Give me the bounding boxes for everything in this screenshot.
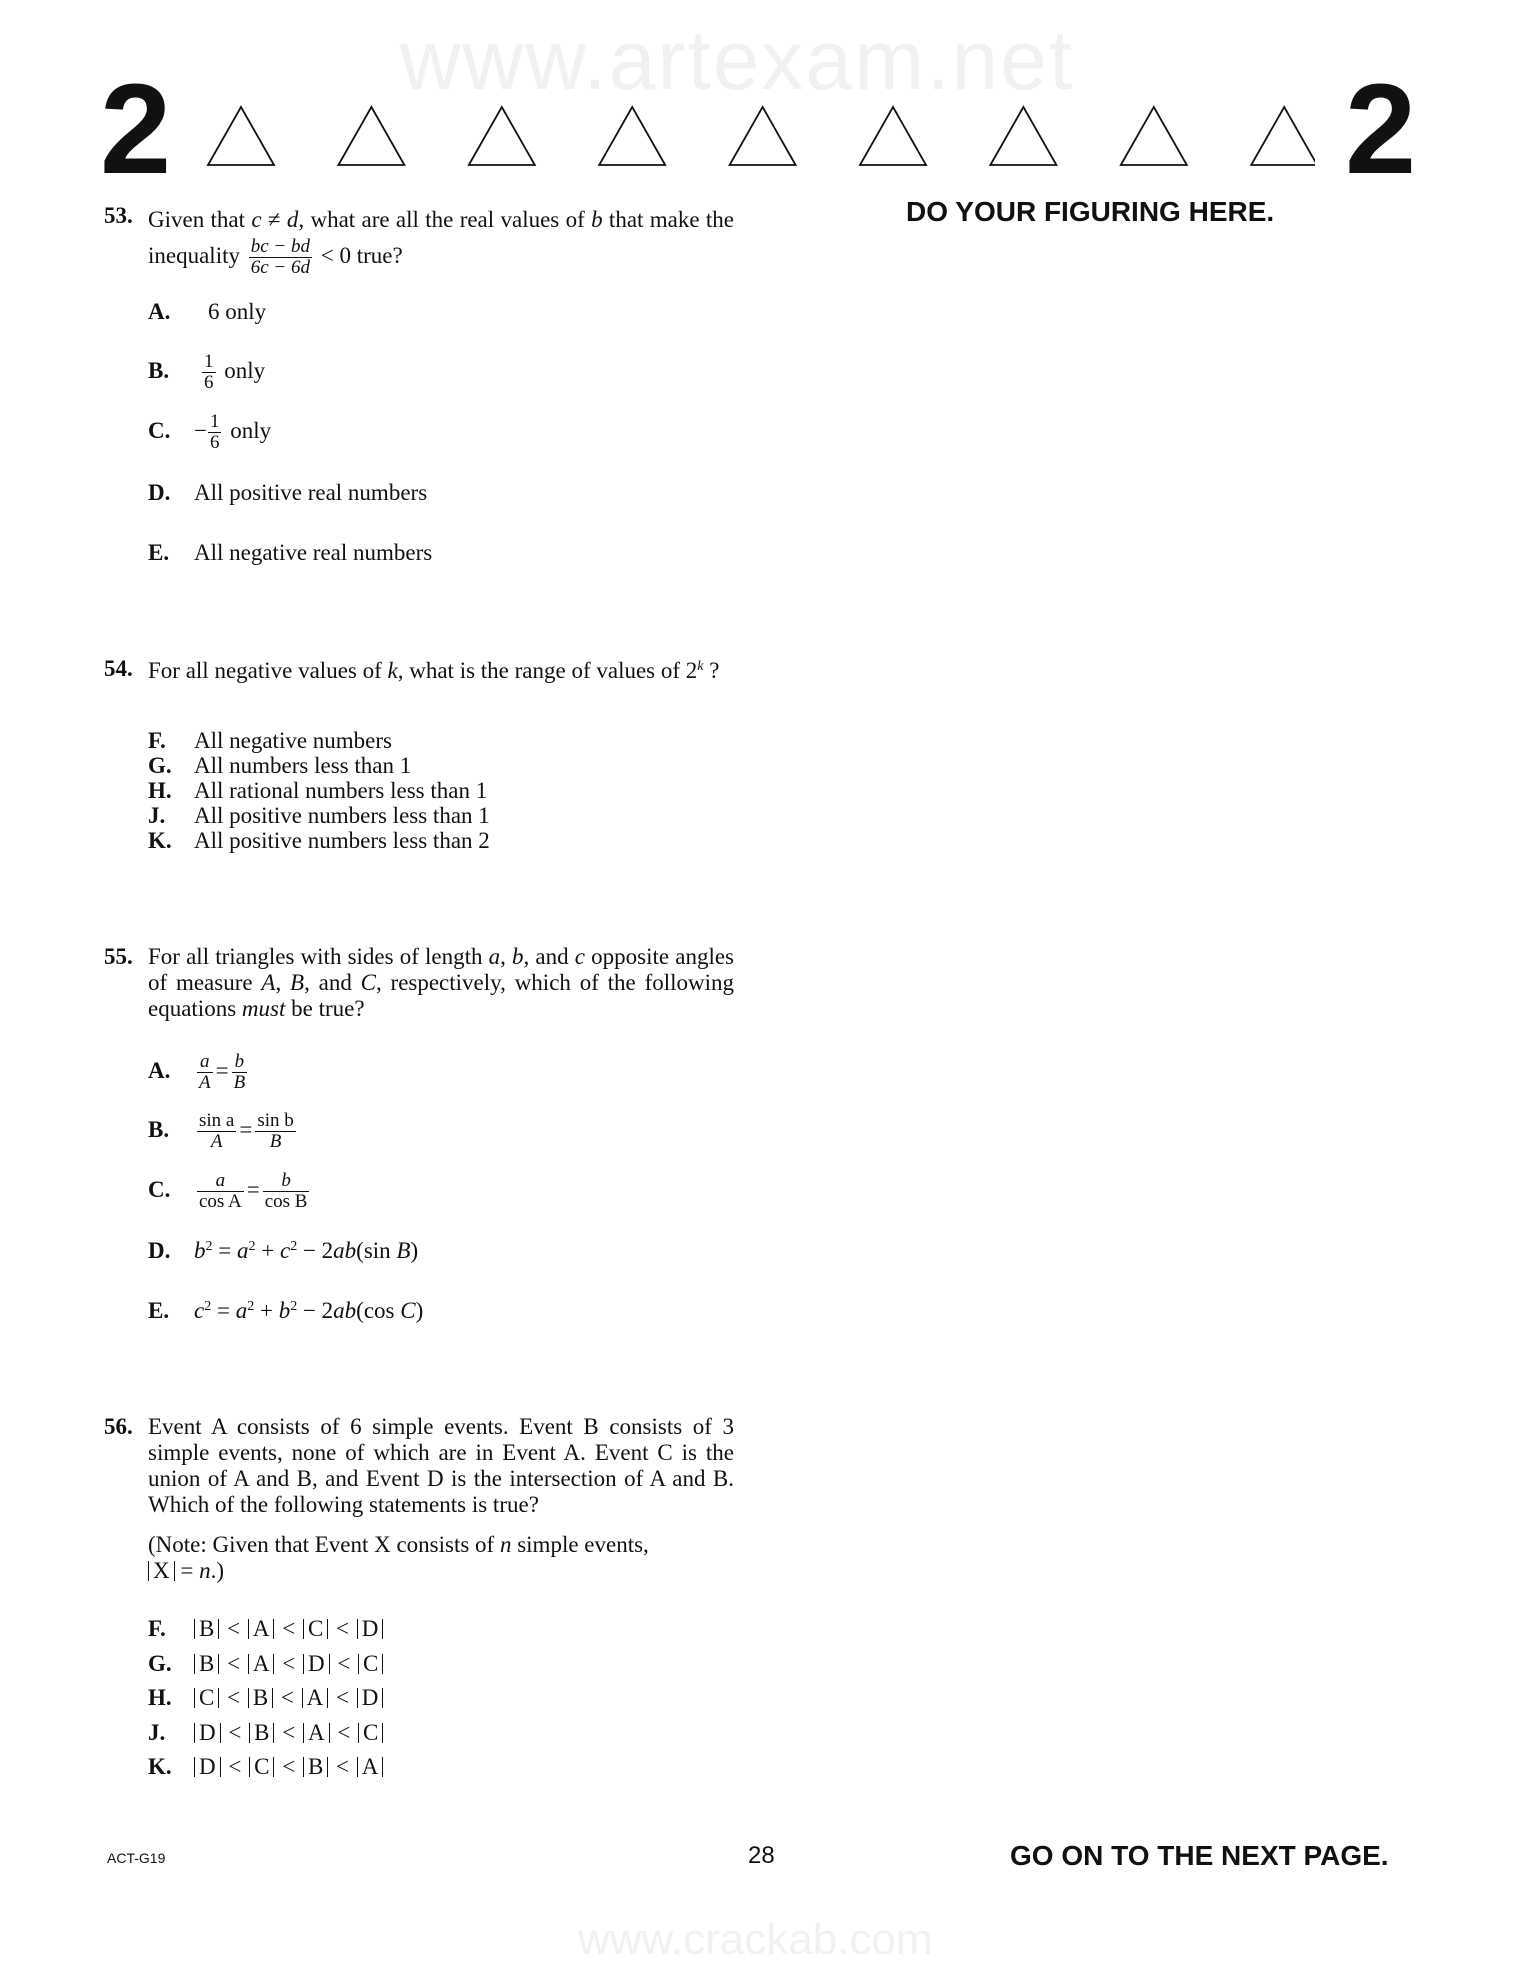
question-text: Given that c ≠ d, what are all the real values of b that make the inequality $\frac{bc - bd}{6c - 6d}$ < 0 true? (148, 207, 734, 278)
option-53-e[interactable]: E. All negative real numbers (148, 540, 433, 565)
question-note: (Note: Given that Event X consists of n simple events, X = n.) (148, 1532, 649, 1583)
triangle-icon (338, 107, 404, 165)
question-number: 56. (104, 1414, 133, 1439)
option-55-d[interactable]: D. $b^2 = a^2 + c^2 - 2ab(\sin$ B) (148, 1238, 419, 1263)
option-56-j[interactable]: J. D < B < A < C (148, 1720, 383, 1745)
option-53-c[interactable]: C. − $\frac{1}{6}$ only (148, 411, 272, 453)
option-54-f[interactable]: F. All negative numbers (148, 728, 393, 753)
question-55 (104, 944, 734, 1022)
question-56 (104, 1414, 734, 1584)
option-53-a[interactable]: A. 6 only (148, 299, 267, 324)
triangle-icon (208, 107, 274, 165)
question-54 (104, 656, 734, 685)
option-55-a[interactable]: A. $\frac{a}{A}$ = $\frac{b}{B}$ (148, 1051, 246, 1093)
option-53-d[interactable]: D. All positive real numbers (148, 480, 428, 505)
question-number: 54. (104, 656, 133, 681)
option-55-b[interactable]: B. $\frac{\text{sin a}}{A}$ = $\frac{\text{sin b}}{B}$ (148, 1110, 294, 1152)
question-text: Event A consists of 6 simple events. Event B consists of 3 simple events, none of which are in Event A. Event C is the union of A and B, and Event D is the intersection of A and B. Which of the following statements is true? (148, 1414, 734, 1517)
option-56-g[interactable]: G. B < A < D < C (148, 1651, 383, 1676)
question-text: For all triangles with sides of length a, b, and c opposite angles of measure A, B, and C, respectively, which of the following equations must be true? (148, 944, 735, 1021)
option-54-j[interactable]: J. All positive numbers less than 1 (148, 803, 490, 828)
figuring-label: DO YOUR FIGURING HERE. (906, 196, 1275, 227)
test-code: ACT-G19 (107, 1850, 166, 1866)
option-54-k[interactable]: K. All positive numbers less than 2 (148, 828, 490, 853)
section-number-left: 2 (100, 58, 172, 201)
triangle-icon (599, 107, 665, 165)
question-53 (104, 203, 734, 278)
option-56-f[interactable]: F. B < A < C < D (148, 1616, 383, 1641)
option-56-h[interactable]: H. C < B < A < D (148, 1685, 383, 1710)
option-54-g[interactable]: G. All numbers less than 1 (148, 753, 412, 778)
triangle-icon (730, 107, 796, 165)
option-55-e[interactable]: E. $c^2 = a^2 + b^2 - 2ab(\cos$ C) (148, 1298, 424, 1323)
section-number-right: 2 (1345, 58, 1417, 201)
option-56-k[interactable]: K. D < C < B < A (148, 1754, 383, 1779)
triangle-icon (860, 107, 926, 165)
inequality-fraction: $\frac{bc - bd}{6c - 6d}$ (250, 236, 310, 278)
watermark-top: www.artexam.net (400, 13, 1075, 107)
watermark-bottom: www.crackab.com (578, 1915, 933, 1964)
triangle-icon (1251, 107, 1315, 165)
question-number: 55. (104, 944, 133, 969)
option-53-b[interactable]: B. $\frac{1}{6}$ only (148, 351, 266, 393)
triangle-icon (1121, 107, 1187, 165)
next-page-label: GO ON TO THE NEXT PAGE. (1010, 1840, 1389, 1871)
option-54-h[interactable]: H. All rational numbers less than 1 (148, 778, 488, 803)
option-55-c[interactable]: C. $\frac{a}{\text{cos A}}$ = $\frac{b}{\text{cos B}}$ (148, 1170, 308, 1212)
question-number: 53. (104, 203, 133, 228)
triangle-icon (990, 107, 1056, 165)
triangle-row (205, 105, 1315, 167)
triangle-icon (469, 107, 535, 165)
question-text: For all negative values of k, what is the range of values of 2$^k$ ? (148, 658, 720, 683)
page-number: 28 (748, 1842, 775, 1869)
